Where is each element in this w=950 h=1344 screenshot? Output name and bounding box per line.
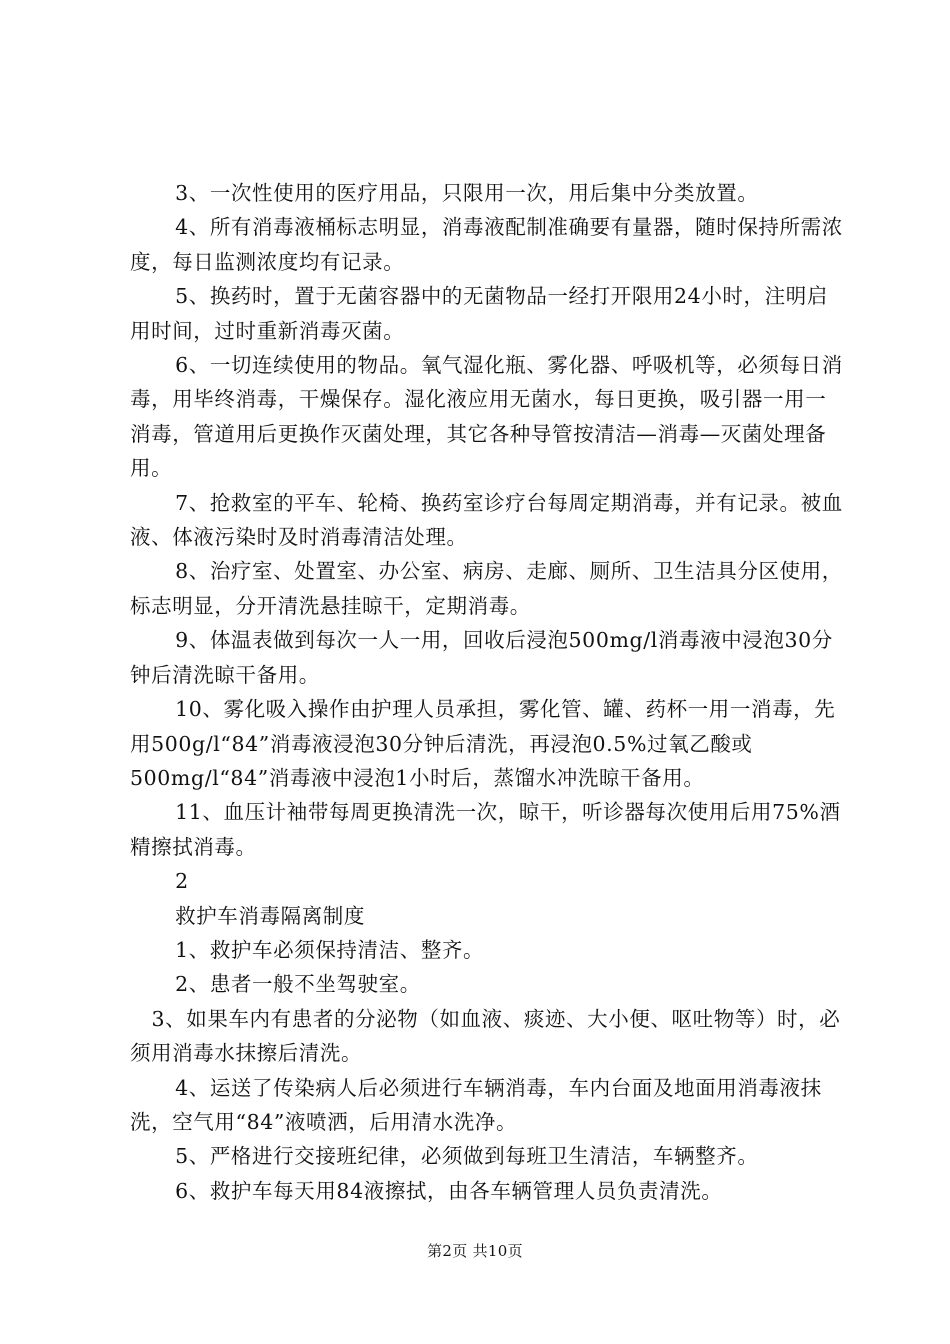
paragraph-item-7: 7、抢救室的平车、轮椅、换药室诊疗台每周定期消毒，并有记录。被血液、体液污染时及时消毒清洁处理。 [130, 490, 843, 550]
section-number: 2 [175, 869, 189, 894]
paragraph-item-8: 8、治疗室、处置室、办公室、病房、走廊、厕所、卫生洁具分区使用，标志明显，分开清洗悬挂晾干，定期消毒。 [130, 559, 843, 618]
paragraph-item-10: 10、雾化吸入操作由护理人员承担，雾化管、罐、药杯一用一消毒，先用500g/l“84”消毒液浸泡30分钟后清洗，再浸泡0.5%过氧乙酸或500mg/l“84”消毒液中浸泡1小时后，蒸馏水冲洗晾干备用。 [130, 697, 836, 790]
ambulance-item-5: 5、严格进行交接班纪律，必须做到每班卫生清洁，车辆整齐。 [175, 1144, 759, 1169]
document-body [130, 176, 845, 1208]
paragraph-item-11: 11、血压计袖带每周更换清洗一次，晾干，听诊器每次使用后用75%酒精擦拭消毒。 [130, 800, 841, 859]
ambulance-item-6: 6、救护车每天用84液擦拭，由各车辆管理人员负责清洗。 [175, 1178, 723, 1203]
ambulance-item-1: 1、救护车必须保持清洁、整齐。 [175, 937, 485, 962]
paragraph-item-5: 5、换药时，置于无菌容器中的无菌物品一经打开限用24小时，注明启用时间，过时重新消毒灭菌。 [130, 284, 828, 343]
ambulance-item-2: 2、患者一般不坐驾驶室。 [175, 972, 421, 997]
paragraph-item-6: 6、一切连续使用的物品。氧气湿化瓶、雾化器、呼吸机等，必须每日消毒，用毕终消毒，干燥保存。湿化液应用无菌水，每日更换，吸引器一用一消毒，管道用后更换作灭菌处理，其它各种导管按清洁—消毒—灭菌处理备用。 [130, 353, 843, 481]
ambulance-item-3: 3、如果车内有患者的分泌物（如血液、痰迹、大小便、呕吐物等）时，必须用消毒水抹擦后清洗。 [130, 1006, 841, 1066]
paragraph-item-9: 9、体温表做到每次一人一用，回收后浸泡500mg/l消毒液中浸泡30分钟后清洗晾干备用。 [130, 628, 833, 687]
paragraph-item-3: 3、一次性使用的医疗用品，只限用一次，用后集中分类放置。 [175, 181, 759, 205]
section-title: 救护车消毒隔离制度 [175, 903, 365, 928]
ambulance-item-4: 4、运送了传染病人后必须进行车辆消毒，车内台面及地面用消毒液抹洗，空气用“84”液喷洒，后用清水洗净。 [130, 1075, 822, 1134]
page-footer: 第2页 共10页 [427, 1242, 523, 1260]
paragraph-item-4: 4、所有消毒液桶标志明显，消毒液配制准确要有量器，随时保持所需浓度，每日监测浓度均有记录。 [130, 215, 843, 274]
